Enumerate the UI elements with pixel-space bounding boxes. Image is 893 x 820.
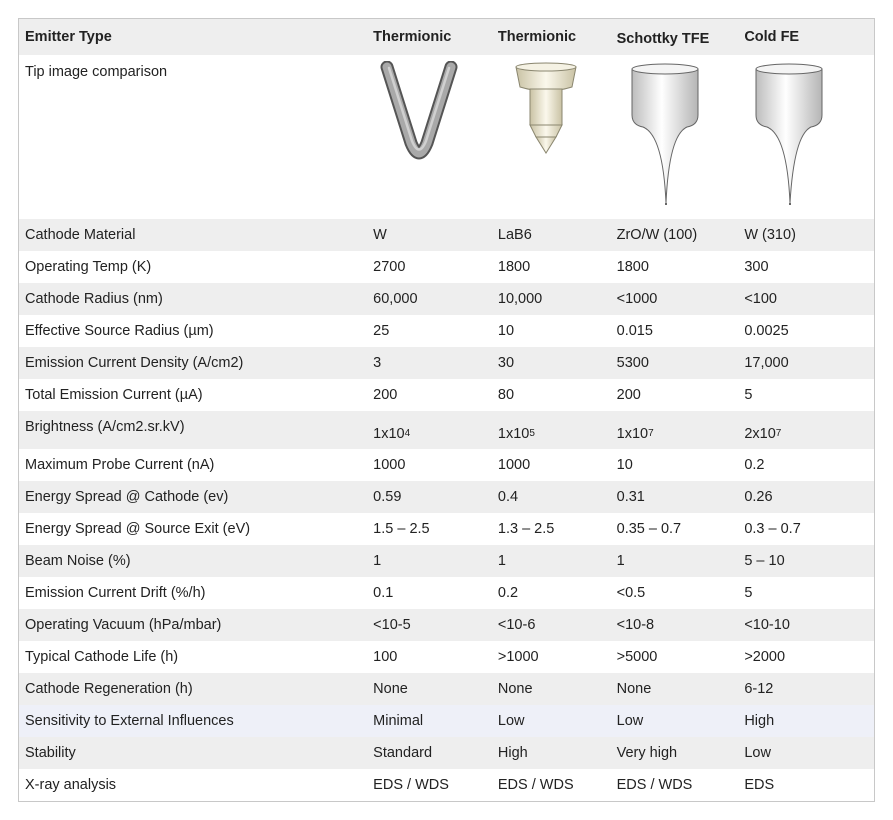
- tip-image-cell-2: [492, 55, 611, 219]
- row-label: Cathode Radius (nm): [25, 291, 163, 307]
- row-value: 200: [616, 387, 641, 403]
- row-emission-current-drift: [19, 577, 874, 609]
- row-value: 300: [744, 259, 769, 275]
- row-value: 1: [497, 553, 506, 569]
- row-value: 0.2: [744, 457, 765, 473]
- row-value: Minimal: [373, 713, 424, 729]
- row-cathode-radius: [19, 283, 874, 315]
- row-value: 60,000: [373, 291, 418, 307]
- row-value: 200: [373, 387, 398, 403]
- row-value: 1.5 – 2.5: [373, 521, 430, 537]
- row-value: 10: [497, 323, 515, 339]
- row-value: 0.0025: [744, 323, 789, 339]
- row-value: Low: [497, 713, 525, 729]
- row-value: LaB6: [497, 227, 532, 243]
- row-value: W (310): [744, 227, 796, 243]
- row-emission-current-density: [19, 347, 874, 379]
- row-max-probe-current: [19, 449, 874, 481]
- header-type-3: Schottky TFE: [616, 31, 710, 47]
- row-value: 2700: [373, 259, 406, 275]
- row-value: 6-12: [744, 681, 774, 697]
- header-row: [19, 19, 874, 55]
- row-value: 0.3 – 0.7: [744, 521, 801, 537]
- row-value: >1000: [497, 649, 539, 665]
- row-value: 1800: [616, 259, 649, 275]
- row-value: <10-8: [616, 617, 655, 633]
- row-value: 1: [616, 553, 625, 569]
- row-value: 0.2: [497, 585, 519, 601]
- row-cathode-material: [19, 219, 874, 251]
- row-value: 0.35 – 0.7: [616, 521, 682, 537]
- row-label: Energy Spread @ Cathode (ev): [25, 489, 229, 505]
- row-value: 80: [497, 387, 515, 403]
- v-filament-icon: [373, 61, 473, 171]
- row-label: Stability: [25, 745, 76, 761]
- row-label: Typical Cathode Life (h): [25, 649, 179, 665]
- row-value: EDS / WDS: [616, 777, 693, 793]
- row-label: Cathode Regeneration (h): [25, 681, 193, 697]
- row-label: Emission Current Density (A/cm2): [25, 355, 244, 371]
- row-value: None: [373, 681, 408, 697]
- row-value: 0.31: [616, 489, 645, 505]
- row-total-emission-current: [19, 379, 874, 411]
- row-typical-cathode-life: [19, 641, 874, 673]
- row-value: 0.26: [744, 489, 773, 505]
- row-value: EDS: [744, 777, 775, 793]
- row-beam-noise: [19, 545, 874, 577]
- row-stability: [19, 737, 874, 769]
- tip-image-row: [19, 55, 874, 219]
- row-value: 1000: [373, 457, 406, 473]
- row-value: None: [616, 681, 652, 697]
- row-value: 100: [373, 649, 398, 665]
- row-value: <10-10: [744, 617, 790, 633]
- row-value: 0.4: [497, 489, 519, 505]
- row-value: 1.3 – 2.5: [497, 521, 555, 537]
- row-value: <10-5: [373, 617, 411, 633]
- row-value: 5300: [616, 355, 649, 371]
- row-value: 30: [497, 355, 515, 371]
- row-value: <100: [744, 291, 777, 307]
- row-label: Effective Source Radius (µm): [25, 323, 214, 339]
- row-label: Emission Current Drift (%/h): [25, 585, 206, 601]
- row-value: 5: [744, 585, 753, 601]
- row-value: 0.015: [616, 323, 653, 339]
- header-emitter-type: Emitter Type: [25, 29, 112, 45]
- row-value: 1x10 7: [616, 426, 654, 442]
- tip-image-cell-4: [738, 55, 874, 219]
- row-value: <0.5: [616, 585, 646, 601]
- row-value: W: [373, 227, 387, 243]
- row-value: Standard: [373, 745, 433, 761]
- row-value: High: [497, 745, 528, 761]
- row-label: X-ray analysis: [25, 777, 117, 793]
- row-label: Brightness (A/cm2.sr.kV): [25, 419, 185, 435]
- row-value: 17,000: [744, 355, 789, 371]
- row-operating-vacuum: [19, 609, 874, 641]
- schottky-tip-icon: [617, 61, 717, 211]
- row-value: 0.59: [373, 489, 402, 505]
- tip-image-label: Tip image comparison: [25, 64, 168, 80]
- row-value: >2000: [744, 649, 786, 665]
- row-value: Low: [744, 745, 771, 761]
- row-sensitivity: [19, 705, 874, 737]
- row-value: EDS / WDS: [497, 777, 574, 793]
- row-energy-spread-exit: [19, 513, 874, 545]
- row-label: Maximum Probe Current (nA): [25, 457, 215, 473]
- row-label: Sensitivity to External Influences: [25, 713, 234, 729]
- emitter-comparison-table: [18, 18, 875, 802]
- row-value: <10-6: [497, 617, 536, 633]
- row-value: 0.1: [373, 585, 394, 601]
- row-label: Cathode Material: [25, 227, 136, 243]
- row-value: Low: [616, 713, 644, 729]
- row-value: 5: [744, 387, 753, 403]
- row-xray-analysis: [19, 769, 874, 801]
- cold-fe-tip-icon: [744, 61, 844, 211]
- row-value: 10: [616, 457, 633, 473]
- row-energy-spread-cathode: [19, 481, 874, 513]
- header-type-4: Cold FE: [744, 29, 800, 45]
- tip-image-cell-3: [611, 55, 739, 219]
- row-value: <1000: [616, 291, 658, 307]
- row-label: Operating Vacuum (hPa/mbar): [25, 617, 222, 633]
- header-type-1: Thermionic: [373, 29, 452, 45]
- row-value: ZrO/W (100): [616, 227, 698, 243]
- row-value: None: [497, 681, 533, 697]
- row-value: 25: [373, 323, 390, 339]
- row-value: 1x10 4: [373, 426, 411, 442]
- row-value: 10,000: [497, 291, 543, 307]
- row-value: 5 – 10: [744, 553, 785, 569]
- row-label: Operating Temp (K): [25, 259, 152, 275]
- row-cathode-regeneration: [19, 673, 874, 705]
- row-operating-temp: [19, 251, 874, 283]
- row-value: High: [744, 713, 775, 729]
- row-value: EDS / WDS: [373, 777, 449, 793]
- row-effective-source-radius: [19, 315, 874, 347]
- row-label: Beam Noise (%): [25, 553, 131, 569]
- row-label: Total Emission Current (µA): [25, 387, 203, 403]
- row-value: 1800: [497, 259, 531, 275]
- header-type-2: Thermionic: [497, 29, 577, 45]
- row-value: >5000: [616, 649, 658, 665]
- row-value: 2x10 7: [744, 426, 782, 442]
- lab6-crystal-icon: [498, 61, 598, 161]
- row-value: Very high: [616, 745, 678, 761]
- row-value: 3: [373, 355, 382, 371]
- row-value: 1000: [497, 457, 531, 473]
- row-value: 1x10 5: [497, 426, 535, 442]
- row-brightness: [19, 411, 874, 449]
- row-value: 1: [373, 553, 382, 569]
- row-label: Energy Spread @ Source Exit (eV): [25, 521, 251, 537]
- tip-image-cell-1: [367, 55, 492, 219]
